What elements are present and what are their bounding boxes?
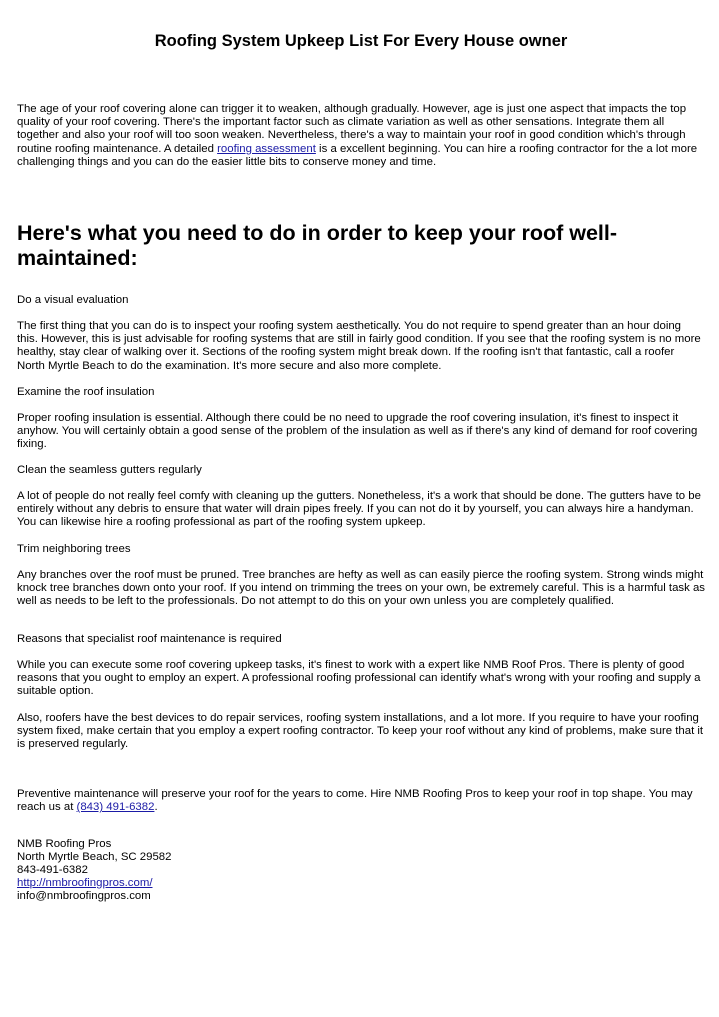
- section-title-trim-trees: Trim neighboring trees: [17, 543, 131, 555]
- section-title-roof-insulation: Examine the roof insulation: [17, 386, 155, 398]
- document-title: Roofing System Upkeep List For Every House owner: [154, 32, 568, 50]
- section-body-specialist-maintenance: While you can execute some roof covering upkeep tasks, it's finest to work with a expert like NMB Roof Pros. There is plenty of good reasons that you ought to employ an expert. A professional roofing professional can identify what's wrong with your roofing and supply a suitable option.: [17, 659, 701, 698]
- contact-website-line: [17, 877, 705, 890]
- contact-address: North Myrtle Beach, SC 29582: [17, 851, 172, 863]
- section-title-visual-evaluation: Do a visual evaluation: [17, 294, 129, 306]
- roofing-assessment-link[interactable]: roofing assessment: [217, 142, 316, 155]
- closing-paragraph: [17, 788, 705, 814]
- section-body-roof-insulation: Proper roofing insulation is essential. Although there could be no need to upgrade the roof covering insulation, it's finest to inspect it anyhow. You will certainly obtain a good sense of the problem of the insulation as well as if there's any kind of demand for roof covering fixing.: [17, 412, 698, 451]
- closing-text-before-link: Preventive maintenance will preserve your roof for the years to come. Hire NMB Roofing Pros to keep your roof in top shape. You may reach us at: [17, 788, 693, 814]
- section-body-gutters: A lot of people do not really feel comfy with cleaning up the gutters. Nonetheless, it's a work that should be done. The gutters have to be entirely without any debris to ensure that water will drain pipes freely. If you can not do it by yourself, you can always hire a handyman. You can likewise hire a roofing professional as part of the roofing system upkeep.: [17, 490, 701, 529]
- extra-paragraph: Also, roofers have the best devices to do repair services, roofing system installations, and a lot more. If you require to have your roofing system fixed, make certain that you employ a expert roofing contractor. To keep your roof without any kind of problems, make sure that it is preserved regularly.: [17, 712, 704, 751]
- section-heading: Here's what you need to do in order to keep your roof well-maintained:: [17, 221, 618, 270]
- section-body-visual-evaluation: The first thing that you can do is to inspect your roofing system aesthetically. You do not require to spend greater than an hour doing this. However, this is just advisable for roofing systems that are still in fairly good condition. If you see that the roofing system is no more healthy, stay clear of walking over it. Sections of the roofing system might break down. If the roofing isn't that fantastic, call a roofer North Myrtle Beach to do the examination. It's more secure and also more complete.: [17, 320, 701, 372]
- section-title-gutters: Clean the seamless gutters regularly: [17, 464, 202, 476]
- closing-text-after-link: .: [154, 801, 158, 814]
- phone-link[interactable]: (843) 491-6382: [76, 801, 155, 814]
- section-body-trim-trees: Any branches over the roof must be pruned. Tree branches are hefty as well as can easily pierce the roofing system. Strong winds might knock tree branches down onto your roof. If you intend on trimming the trees on your own, be extremely careful. This is a harmful task as well as needs to be left to the professionals. Do not attempt to do this on your own unless you are completely qualified.: [17, 569, 705, 608]
- website-link[interactable]: http://nmbroofingpros.com/: [17, 877, 153, 889]
- section-title-specialist-maintenance: Reasons that specialist roof maintenance is required: [17, 633, 282, 645]
- contact-email: info@nmbroofingpros.com: [17, 890, 151, 902]
- intro-text-before-link: The age of your roof covering alone can trigger it to weaken, although gradually. However, age is just one aspect that impacts the top quality of your roof covering. There's the important factor such as climate variation as well as other sensations. Integrate them all together and also your roof will too soon weaken. Nevertheless, there's a way to maintain your roof in good condition which's through routine roofing maintenance. A detailed: [17, 103, 687, 155]
- contact-phone: 843-491-6382: [17, 864, 88, 876]
- intro-paragraph: [17, 103, 705, 169]
- intro-text-after-link: is a excellent beginning. You can hire a roofing contractor for the a lot more challenging things and you can do the easier little bits to conserve money and time.: [17, 142, 698, 168]
- contact-name: NMB Roofing Pros: [17, 838, 112, 850]
